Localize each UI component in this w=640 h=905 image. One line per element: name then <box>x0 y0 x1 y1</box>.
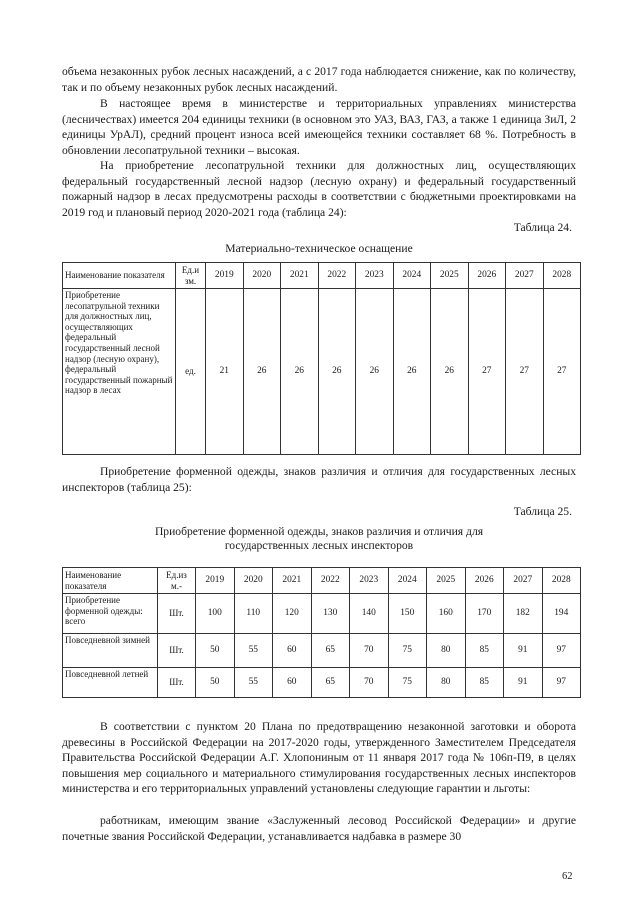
header-year-cell: 2028 <box>543 263 581 289</box>
header-year-cell: 2027 <box>504 568 543 594</box>
table-25-label: Таблица 25. <box>513 505 572 518</box>
header-year-cell: 2027 <box>506 263 544 289</box>
value-cell: 160 <box>427 594 466 634</box>
header-year-cell: 2024 <box>393 263 431 289</box>
value-cell: 140 <box>350 594 389 634</box>
value-cell: 50 <box>196 634 235 668</box>
value-cell: 75 <box>388 634 427 668</box>
header-year-cell: 2023 <box>356 263 394 289</box>
value-cell: 130 <box>311 594 350 634</box>
header-year-cell: 2020 <box>234 568 273 594</box>
header-year-cell: 2019 <box>196 568 235 594</box>
row-name-cell: Повседневной летней <box>63 668 158 698</box>
header-year-cell: 2019 <box>206 263 244 289</box>
header-year-cell: 2021 <box>273 568 312 594</box>
value-cell: 60 <box>273 668 312 698</box>
header-name-cell: Наименование показателя <box>63 568 158 594</box>
header-year-cell: 2020 <box>243 263 281 289</box>
table-row <box>63 289 581 455</box>
header-year-cell: 2024 <box>388 568 427 594</box>
value-cell: 26 <box>393 289 431 455</box>
table-row <box>63 634 581 668</box>
row-unit-cell: Шт. <box>158 634 196 668</box>
header-year-cell: 2026 <box>468 263 506 289</box>
paragraph-plan-reference: В соответствии с пунктом 20 Плана по предотвращению незаконной заготовки и оборота древесины в Российской Федерации на 2017-2020 годы, утвержденного Заместителем Председателя Правительства Российской Федерации А.Г. Хлопониным от 11 января 2017 года № 106п-П9, в целях повышения мер социального и материального стимулирования государственных лесных инспекторов министерства и его территориальных управлений установлены следующие гарантии и льготы: <box>62 720 576 796</box>
table-25-title: Приобретение форменной одежды, знаков различия и отличия для государственных лесных инспекторов <box>154 525 484 552</box>
value-cell: 26 <box>318 289 356 455</box>
value-cell: 170 <box>465 594 504 634</box>
value-cell: 75 <box>388 668 427 698</box>
value-cell: 55 <box>234 634 273 668</box>
paragraph-uniform-intro: Приобретение форменной одежды, знаков различия и отличия для государственных лесных инспекторов (таблица 25): <box>62 465 576 494</box>
value-cell: 27 <box>506 289 544 455</box>
row-name-cell: Приобретение форменной одежды: всего <box>63 594 158 634</box>
value-cell: 50 <box>196 668 235 698</box>
page-number: 62 <box>562 871 573 882</box>
value-cell: 27 <box>543 289 581 455</box>
value-cell: 26 <box>431 289 469 455</box>
paragraph-intro-3: На приобретение лесопатрульной техники для должностных лиц, осуществляющих федеральный государственный лесной надзор (лесную охрану) и федеральный государственный пожарный надзор в лесах предусмотрены расходы в соответствии с бюджетными проектировками на 2019 год и плановый период 2020-2021 года (таблица 24): <box>62 159 576 219</box>
value-cell: 26 <box>281 289 319 455</box>
header-year-cell: 2025 <box>431 263 469 289</box>
table-header-row <box>63 263 581 289</box>
table-25 <box>62 567 581 698</box>
value-cell: 91 <box>504 668 543 698</box>
value-cell: 21 <box>206 289 244 455</box>
value-cell: 65 <box>311 634 350 668</box>
value-cell: 182 <box>504 594 543 634</box>
header-unit-cell: Ед.и зм. <box>176 263 206 289</box>
header-year-cell: 2026 <box>465 568 504 594</box>
value-cell: 194 <box>542 594 581 634</box>
table-24-title: Материально-техническое оснащение <box>225 242 413 255</box>
value-cell: 97 <box>542 668 581 698</box>
value-cell: 26 <box>243 289 281 455</box>
value-cell: 80 <box>427 634 466 668</box>
row-name-cell: Приобретение лесопатрульной техники для должностных лиц, осуществляющих федеральный государственный лесной надзор (лесную охрану), федеральный государственный пожарный надзор в лесах <box>63 289 176 455</box>
value-cell: 27 <box>468 289 506 455</box>
header-year-cell: 2022 <box>311 568 350 594</box>
table-24 <box>62 262 581 455</box>
header-year-cell: 2025 <box>427 568 466 594</box>
header-year-cell: 2021 <box>281 263 319 289</box>
value-cell: 150 <box>388 594 427 634</box>
paragraph-honorary-title: работникам, имеющим звание «Заслуженный лесовод Российской Федерации» и другие почетные звания Российской Федерации, устанавливается надбавка в размере 30 <box>62 814 576 843</box>
value-cell: 80 <box>427 668 466 698</box>
row-unit-cell: ед. <box>176 289 206 455</box>
value-cell: 85 <box>465 668 504 698</box>
table-row <box>63 668 581 698</box>
value-cell: 91 <box>504 634 543 668</box>
value-cell: 100 <box>196 594 235 634</box>
table-header-row <box>63 568 581 594</box>
value-cell: 97 <box>542 634 581 668</box>
value-cell: 55 <box>234 668 273 698</box>
row-unit-cell: Шт. <box>158 594 196 634</box>
table-24-label: Таблица 24. <box>513 221 572 234</box>
value-cell: 60 <box>273 634 312 668</box>
row-name-cell: Повседневной зимней <box>63 634 158 668</box>
header-name-cell: Наименование показателя <box>63 263 176 289</box>
value-cell: 85 <box>465 634 504 668</box>
value-cell: 110 <box>234 594 273 634</box>
header-unit-cell: Ед.из м.- <box>158 568 196 594</box>
row-unit-cell: Шт. <box>158 668 196 698</box>
header-year-cell: 2023 <box>350 568 389 594</box>
value-cell: 70 <box>350 634 389 668</box>
value-cell: 70 <box>350 668 389 698</box>
header-year-cell: 2022 <box>318 263 356 289</box>
paragraph-intro-2: В настоящее время в министерстве и территориальных управлениях министерства (лесничествах) имеется 204 единицы техники (в основном это УАЗ, ВАЗ, ГАЗ, а также 1 единица ЗиЛ, 2 единицы УрАЛ), средний процент износа всей имеющейся техники составляет 68 %. Потребность в обновлении лесопатрульной техники – высокая. <box>62 97 576 157</box>
header-year-cell: 2028 <box>542 568 581 594</box>
table-row <box>63 594 581 634</box>
value-cell: 120 <box>273 594 312 634</box>
value-cell: 26 <box>356 289 394 455</box>
paragraph-intro-1: объема незаконных рубок лесных насаждений, а с 2017 года наблюдается снижение, как по количеству, так и по объему незаконных рубок лесных насаждений. <box>62 65 576 94</box>
value-cell: 65 <box>311 668 350 698</box>
